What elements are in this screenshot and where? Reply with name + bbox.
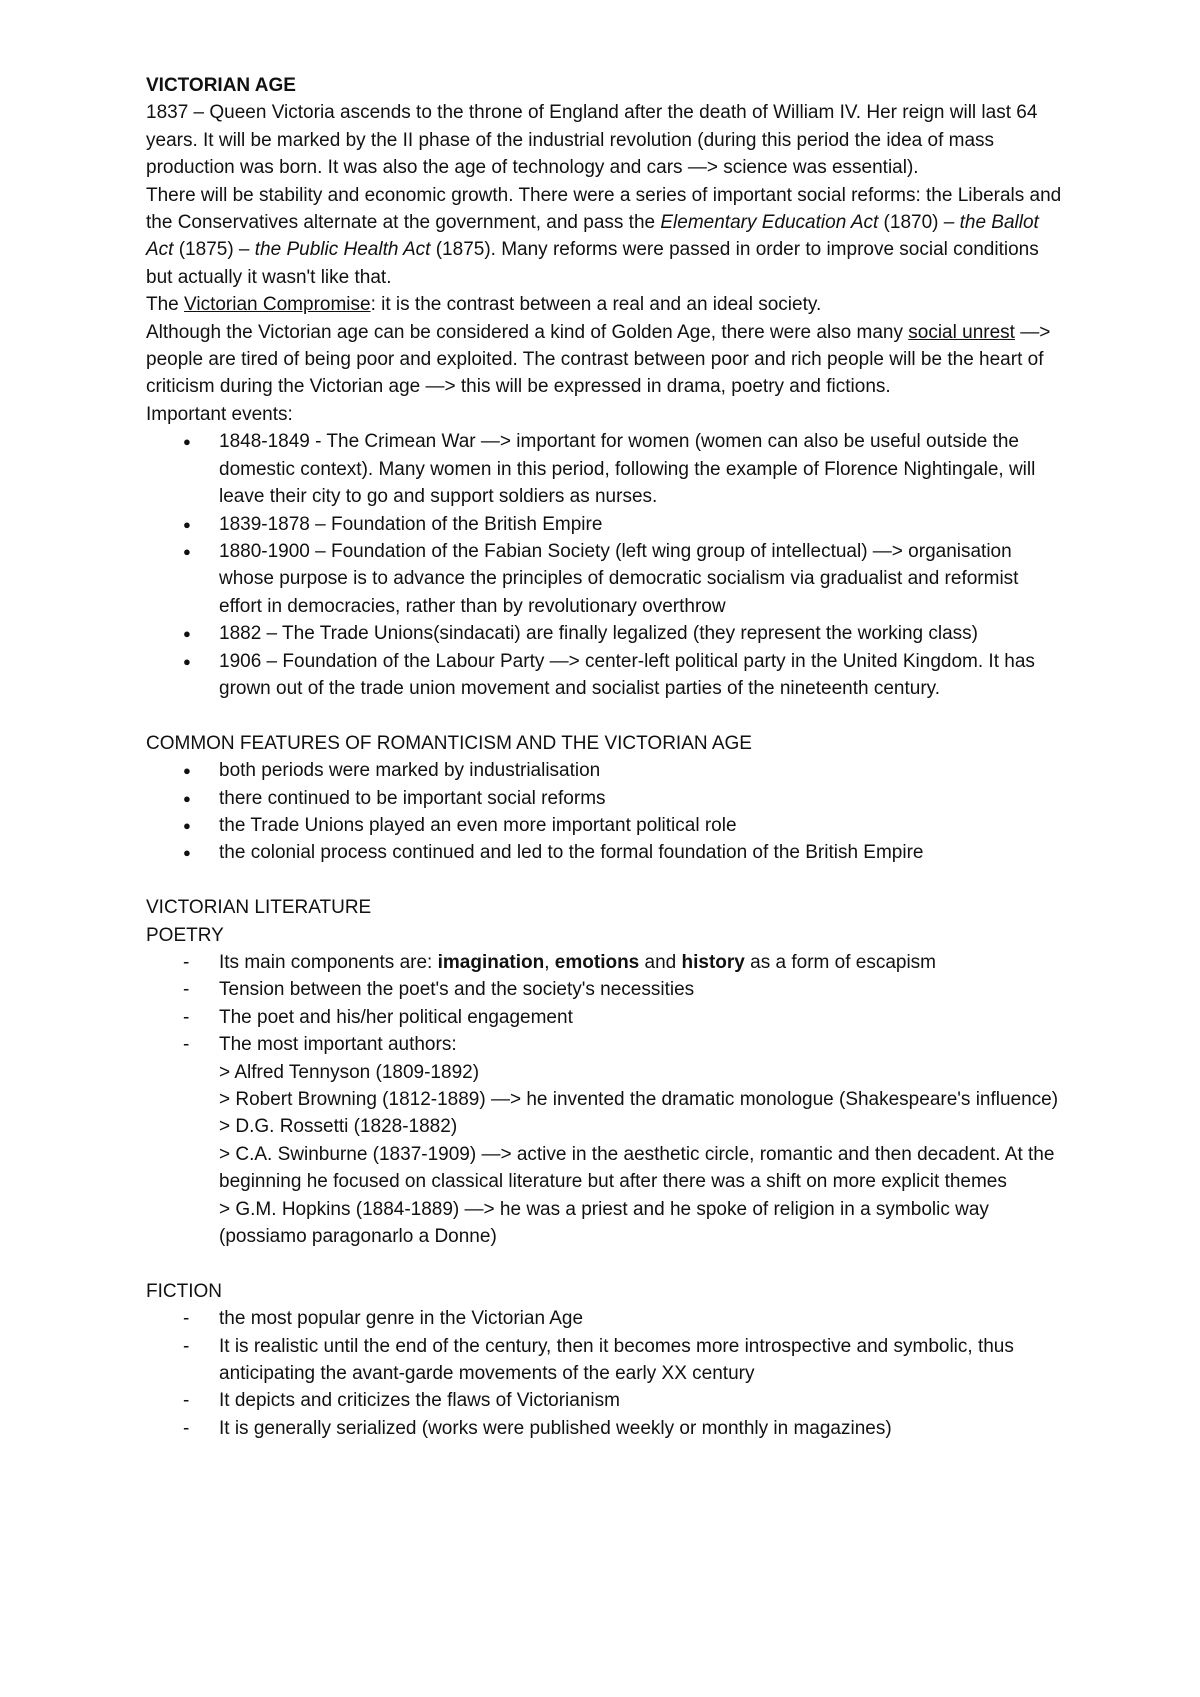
unrest-text-end: —> people are tired of being poor and exploited. The contrast between poor and rich people will be the heart of criticism during the Victorian age —> this will be expressed in drama, poetry and fictions. (146, 321, 1051, 398)
list-item (146, 1305, 1066, 1332)
list-item (146, 757, 1066, 784)
spacer (146, 702, 1066, 729)
bullet-marker: ● (183, 434, 191, 450)
author-line: > Robert Browning (1812-1889) —> he invented the dramatic monologue (Shakespeare's influence) (219, 1089, 1059, 1110)
list-item (146, 812, 1066, 839)
components-suffix: as a form of escapism (744, 951, 936, 973)
list-item (146, 1415, 1066, 1442)
compromise-text-start: The (146, 294, 185, 316)
component-emotions: emotions (554, 951, 640, 973)
component-history: history (681, 951, 745, 973)
events-list (146, 428, 1066, 702)
list-item (146, 1004, 1066, 1031)
feature-text: the colonial process continued and led to the formal foundation of the British Empire (219, 842, 924, 864)
paragraph-intro: 1837 – Queen Victoria ascends to the throne of England after the death of William IV. Her reign will last 64 years. It will be marked by the II phase of the industrial revolution (during this period the idea of mass production was born. It was also the age of technology and cars —> science was essential). (146, 102, 1038, 179)
subsection-title-fiction: FICTION (146, 1280, 222, 1302)
components-sep-2: and (639, 951, 682, 973)
event-text: 1848-1849 - The Crimean War —> important for women (women can also be useful outside the domestic context). Many women in this period, following the example of Florence Nightingale, will leave their city to go and support soldiers as nurses. (219, 431, 1036, 508)
document-page (146, 72, 1066, 1442)
list-item (146, 620, 1066, 647)
dash-marker: - (183, 1308, 190, 1330)
reforms-year-2: (1875) – (173, 239, 255, 261)
author-line: > C.A. Swinburne (1837-1909) —> active in the aesthetic circle, romantic and then decadent. At the beginning he focused on classical literature but after there was a shift on more explicit themes (219, 1143, 1055, 1193)
common-features-list (146, 757, 1066, 867)
event-text: 1880-1900 – Foundation of the Fabian Society (left wing group of intellectual) —> organisation whose purpose is to advance the principles of democratic socialism via gradualist and reformist effort in democracies, rather than by revolutionary overthrow (219, 540, 1019, 617)
bullet-marker: ● (183, 790, 191, 806)
fiction-item-text: It is generally serialized (works were published weekly or monthly in magazines) (219, 1417, 892, 1439)
bullet-marker: ● (183, 653, 191, 669)
subsection-title-poetry: POETRY (146, 924, 224, 946)
spacer (146, 867, 1066, 894)
dash-marker: - (183, 1034, 190, 1056)
author-line: > Alfred Tennyson (1809-1892) (219, 1061, 480, 1083)
poetry-list (146, 949, 1066, 1059)
list-item (146, 976, 1066, 1003)
list-item (146, 1333, 1066, 1388)
author-line: > D.G. Rossetti (1828-1882) (219, 1116, 458, 1138)
act-public-health: the Public Health Act (254, 239, 431, 261)
poetry-item-text: Tension between the poet's and the society's necessities (219, 979, 695, 1001)
spacer (146, 1250, 1066, 1277)
event-text: 1906 – Foundation of the Labour Party —> center-left political party in the United Kingdom. It has grown out of the trade union movement and socialist parties of the nineteenth century. (219, 650, 1035, 699)
event-text: 1882 – The Trade Unions(sindacati) are finally legalized (they represent the working class) (219, 623, 978, 645)
list-item (146, 839, 1066, 866)
section-title-victorian-age: VICTORIAN AGE (146, 75, 296, 96)
fiction-item-text: the most popular genre in the Victorian Age (219, 1308, 584, 1330)
list-item (146, 538, 1066, 620)
list-item (146, 428, 1066, 510)
term-social-unrest: social unrest (908, 321, 1015, 343)
list-item (146, 785, 1066, 812)
dash-marker: - (183, 1335, 190, 1357)
bullet-marker: ● (183, 817, 191, 833)
list-item (146, 1031, 1066, 1058)
paragraph-reforms (146, 182, 1066, 292)
feature-text: there continued to be important social reforms (219, 787, 606, 809)
dash-marker: - (183, 979, 190, 1001)
fiction-item-text: It is realistic until the end of the century, then it becomes more introspective and symbolic, thus anticipating the avant-garde movements of the early XX century (219, 1335, 1014, 1385)
dash-marker: - (183, 1390, 190, 1412)
paragraph-social-unrest (146, 319, 1066, 401)
bullet-marker: ● (183, 516, 191, 532)
dash-marker: - (183, 1417, 190, 1439)
reforms-text-start: There will be stability and economic growth. There were a series of important social reforms: the Liberals and the Conservatives alternate at the government, and pass the (146, 184, 1062, 234)
bullet-marker: ● (183, 763, 191, 779)
section-title-common-features: COMMON FEATURES OF ROMANTICISM AND THE VICTORIAN AGE (146, 732, 752, 754)
list-item (146, 511, 1066, 538)
term-victorian-compromise: Victorian Compromise (184, 294, 371, 316)
section-title-literature: VICTORIAN LITERATURE (146, 897, 372, 919)
bullet-marker: ● (183, 626, 191, 642)
act-elementary-education: Elementary Education Act (660, 212, 879, 234)
fiction-item-text: It depicts and criticizes the flaws of Victorianism (219, 1390, 620, 1412)
feature-text: both periods were marked by industrialisation (219, 760, 601, 782)
poetry-item-text: The most important authors: (219, 1034, 457, 1056)
reforms-text-end: (1875). Many reforms were passed in order to improve social conditions but actually it wasn't like that. (146, 239, 1039, 288)
list-item (146, 949, 1066, 976)
list-item (146, 648, 1066, 703)
events-label: Important events: (146, 403, 293, 425)
bullet-marker: ● (183, 543, 191, 559)
bullet-marker: ● (183, 845, 191, 861)
feature-text: the Trade Unions played an even more important political role (219, 814, 737, 836)
author-line: > G.M. Hopkins (1884-1889) —> he was a priest and he spoke of religion in a symbolic way (possiamo paragonarlo a Donne) (219, 1198, 989, 1248)
fiction-list (146, 1305, 1066, 1442)
components-sep-1: , (544, 951, 555, 973)
poetry-item-text: The poet and his/her political engagement (219, 1006, 573, 1028)
event-text: 1839-1878 – Foundation of the British Empire (219, 513, 603, 535)
act-ballot: the Ballot Act (146, 212, 1039, 261)
paragraph-compromise (146, 291, 1066, 318)
dash-marker: - (183, 951, 190, 973)
list-item (146, 1387, 1066, 1414)
reforms-year-1: (1870) – (878, 212, 960, 234)
components-prefix: Its main components are: (219, 951, 438, 973)
component-imagination: imagination (437, 951, 545, 973)
compromise-text-end: : it is the contrast between a real and an ideal society. (370, 294, 822, 316)
unrest-text-start: Although the Victorian age can be considered a kind of Golden Age, there were also many (146, 321, 909, 343)
dash-marker: - (183, 1006, 190, 1028)
